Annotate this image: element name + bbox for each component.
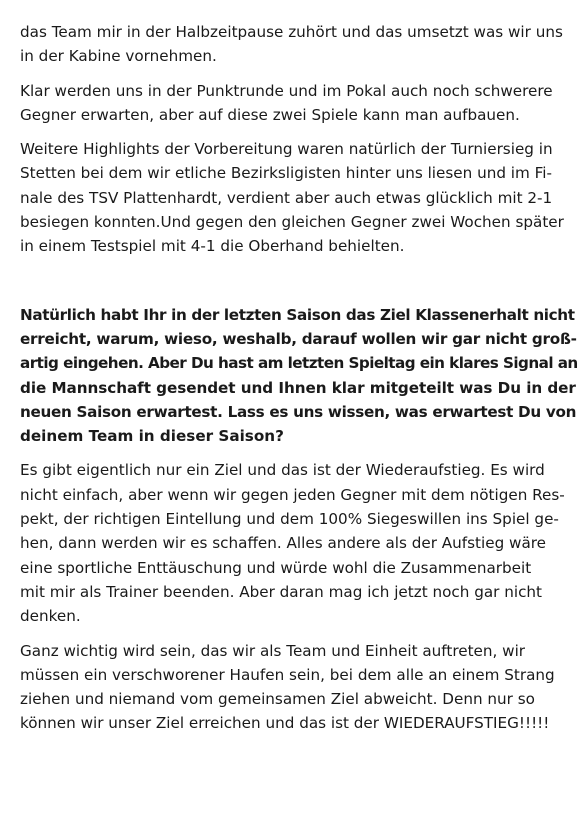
text-line: Natürlich habt Ihr in der letzten Saison das Ziel Klassenerhalt nicht (20, 305, 575, 324)
text-line: pekt, der richtigen Eintellung und dem 100% Siegeswillen ins Spiel ge- (20, 510, 559, 529)
text-line: das Team mir in der Halbzeitpause zuhört und das umsetzt was wir uns (20, 23, 563, 41)
text-line: deinem Team in dieser Saison? (20, 427, 284, 446)
interview-question (20, 303, 578, 449)
text-line: neuen Saison erwartest. Lass es uns wissen, was erwartest Du von (20, 402, 577, 421)
text-line: Weitere Highlights der Vorbereitung waren natürlich der Turniersieg in (20, 140, 553, 159)
text-line: besiegen konnten.Und gegen den gleichen Gegner zwei Wochen später (20, 213, 564, 232)
paragraph-highlights (20, 137, 570, 258)
text-line: artig eingehen. Aber Du hast am letzten Spieltag ein klares Signal an (20, 354, 578, 373)
paragraph-answer-goal (20, 458, 570, 628)
text-line: in einem Testspiel mit 4-1 die Oberhand behielten. (20, 237, 405, 256)
text-line: Ganz wichtig wird sein, das wir als Team und Einheit auftreten, wir (20, 641, 526, 660)
text-line: Gegner erwarten, aber auf diese zwei Spiele kann man aufbauen. (20, 105, 520, 124)
text-line: eine sportliche Enttäuschung und würde wohl die Zusammenarbeit (20, 558, 532, 577)
text-line: ziehen und niemand vom gemeinsamen Ziel abweicht. Denn nur so (20, 690, 535, 709)
paragraph-intro (20, 20, 570, 69)
text-line: müssen ein verschworener Haufen sein, bei dem alle an einem Strang (20, 665, 555, 684)
text-line: in der Kabine vornehmen. (20, 47, 217, 66)
text-line: denken. (20, 607, 81, 626)
text-line: erreicht, warum, wieso, weshalb, darauf wollen wir gar nicht groß- (20, 329, 577, 348)
paragraph-answer-team (20, 639, 570, 736)
text-line: Es gibt eigentlich nur ein Ziel und das ist der Wiederaufstieg. Es wird (20, 461, 545, 480)
text-line: mit mir als Trainer beenden. Aber daran mag ich jetzt noch gar nicht (20, 582, 543, 601)
text-line: können wir unser Ziel erreichen und das ist der WIEDERAUFSTIEG!!!!! (20, 714, 550, 733)
text-line: hen, dann werden wir es schaffen. Alles andere als der Aufstieg wäre (20, 534, 547, 553)
text-line: Klar werden uns in der Punktrunde und im Pokal auch noch schwerere (20, 81, 553, 100)
text-line: nale des TSV Plattenhardt, verdient aber auch etwas glücklich mit 2-1 (20, 188, 553, 207)
paragraph-opponents (20, 79, 570, 128)
text-line: Stetten bei dem wir etliche Bezirksligisten hinter uns liesen und im Fi- (20, 164, 552, 183)
text-line: nicht einfach, aber wenn wir gegen jeden Gegner mit dem nötigen Res- (20, 485, 565, 504)
text-line: die Mannschaft gesendet und Ihnen klar mitgeteilt was Du in der (20, 378, 576, 397)
section-spacer (20, 269, 570, 303)
